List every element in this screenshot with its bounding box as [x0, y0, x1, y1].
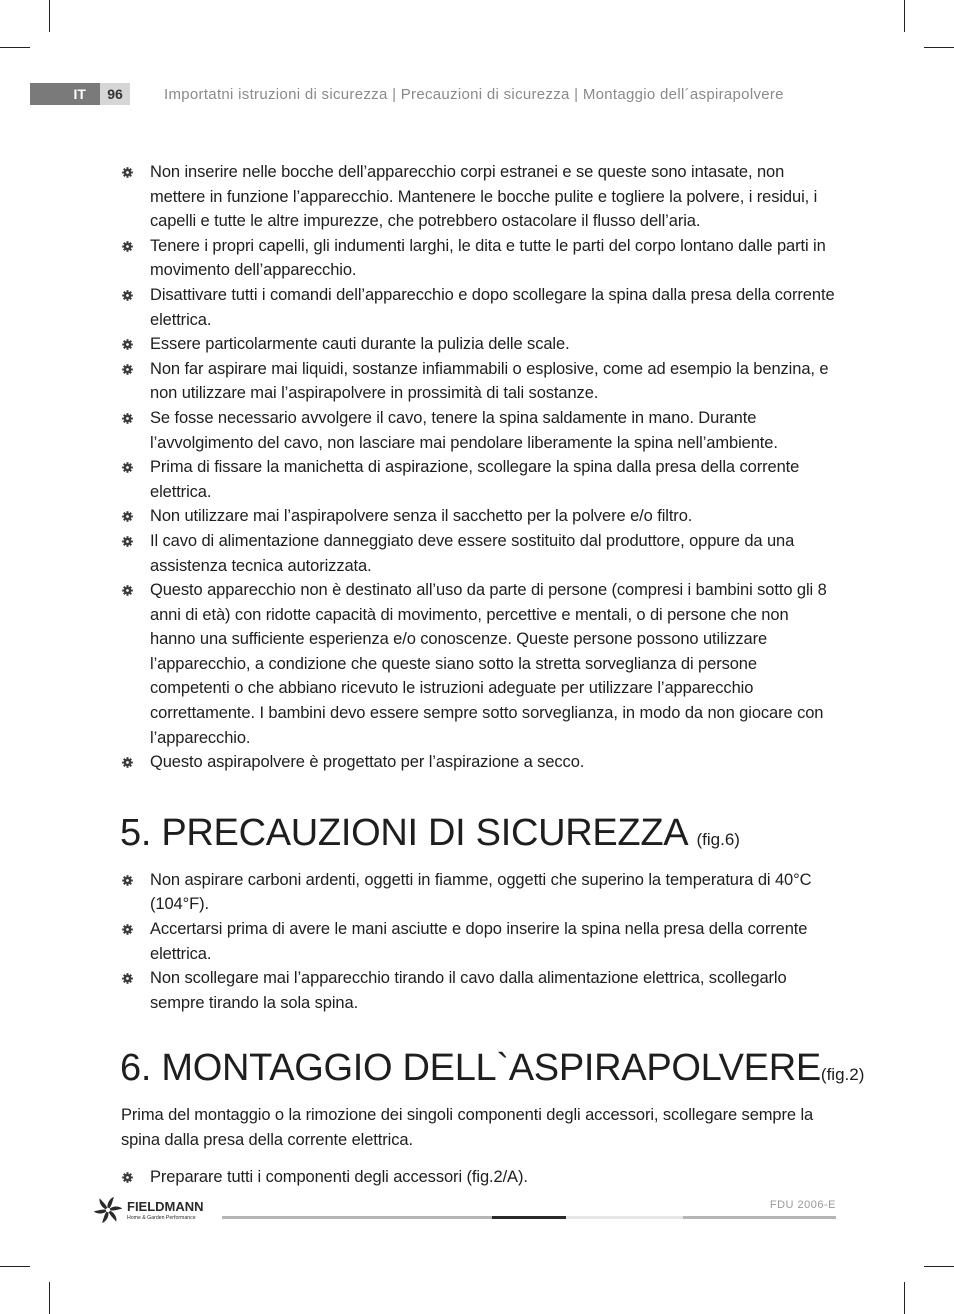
header-breadcrumb: Importatni istruzioni di sicurezza | Precauzioni di sicurezza | Montaggio dell´aspirapolvere: [164, 86, 784, 103]
list-item-text: Questo aspirapolvere è progettato per l’aspirazione a secco.: [150, 753, 585, 772]
safety-instructions-list: [121, 160, 835, 775]
gear-bullet-icon: [122, 585, 133, 596]
list-item: [121, 332, 835, 357]
list-item-text: Non inserire nelle bocche dell’apparecchio corpi estranei e se queste sono intasate, non mettere in funzione l’apparecchio. Mantenere le bocche pulite e togliere la polvere, i residui, i capelli e tutte le altre impurezze, che potrebbero ostacolare il flusso dell’aria.: [150, 163, 818, 231]
crop-mark: [924, 47, 954, 48]
gear-bullet-icon: [122, 536, 133, 547]
crop-mark: [0, 1266, 30, 1267]
brand-tagline: Home & Garden Performance: [127, 1215, 196, 1221]
gear-bullet-icon: [122, 241, 133, 252]
list-item-text: Essere particolarmente cauti durante la pulizia delle scale.: [150, 335, 570, 354]
gear-bullet-icon: [122, 1172, 133, 1183]
list-item: [121, 1165, 835, 1190]
crop-mark: [49, 0, 50, 32]
fieldmann-fan-logo-icon: [94, 1195, 224, 1225]
gear-bullet-icon: [122, 511, 133, 522]
section-6-intro: Prima del montaggio o la rimozione dei singoli componenti degli accessori, scollegare sempre la spina dalla presa della corrente elettrica.: [121, 1106, 814, 1149]
list-item-text: Se fosse necessario avvolgere il cavo, tenere la spina saldamente in mano. Durante l’avvolgimento del cavo, non lasciare mai pendolare liberamente la spina nell’ambiente.: [150, 408, 778, 452]
section-5-fig-ref: (fig.6): [696, 829, 740, 849]
fieldmann-logo: [94, 1195, 224, 1225]
section-5-heading: [120, 811, 835, 862]
footer-rule: [492, 1216, 566, 1219]
list-item: [121, 406, 835, 455]
list-item-text: Preparare tutti i componenti degli accessori (fig.2/A).: [150, 1167, 528, 1186]
list-item: [121, 455, 835, 504]
section-5-title: 5. PRECAUZIONI DI SICUREZZA: [120, 811, 687, 854]
list-item: [121, 504, 835, 529]
section-6-heading: [120, 1046, 865, 1097]
list-item-text: Tenere i propri capelli, gli indumenti larghi, le dita e tutte le parti del corpo lontano dalle parti in movimento dell’apparecchio.: [150, 236, 826, 280]
gear-bullet-icon: [122, 339, 133, 350]
list-item-text: Prima di fissare la manichetta di aspirazione, scollegare la spina dalla presa della corrente elettrica.: [150, 458, 800, 501]
list-item: [121, 868, 835, 917]
list-item: [121, 529, 835, 578]
list-item: [121, 283, 835, 332]
footer-rule: [222, 1216, 492, 1219]
list-item: [121, 234, 835, 283]
gear-bullet-icon: [122, 167, 133, 178]
gear-bullet-icon: [122, 875, 133, 886]
language-badge: IT: [30, 83, 100, 105]
gear-bullet-icon: [122, 290, 133, 301]
brand-name: FIELDMANN: [127, 1199, 204, 1214]
list-item: [121, 357, 835, 406]
crop-mark: [904, 1282, 905, 1314]
crop-mark: [924, 1266, 954, 1267]
footer-rule: [683, 1216, 836, 1219]
gear-bullet-icon: [122, 364, 133, 375]
list-item-text: Disattivare tutti i comandi dell’apparecchio e dopo scollegare la spina dalla presa della corrente elettrica.: [150, 285, 835, 329]
list-item: [121, 578, 835, 750]
list-item-text: Non far aspirare mai liquidi, sostanze infiammabili o esplosive, come ad esempio la benzina, e non utilizzare mai l’aspirapolvere in prossimità di tali sostanze.: [150, 359, 829, 403]
model-number: FDU 2006-E: [769, 1199, 836, 1211]
list-item: [121, 966, 835, 1015]
footer-rule: [566, 1216, 683, 1219]
list-item: [121, 917, 835, 966]
section-6-fig-ref: (fig.2): [820, 1065, 865, 1085]
gear-bullet-icon: [122, 462, 133, 473]
gear-bullet-icon: [122, 973, 133, 984]
list-item-text: Non aspirare carboni ardenti, oggetti in fiamme, oggetti che superino la temperatura di 40°C (104°F).: [150, 870, 812, 914]
gear-bullet-icon: [122, 757, 133, 768]
list-item-text: Il cavo di alimentazione danneggiato deve essere sostituito dal produttore, oppure da una assistenza tecnica autorizzata.: [150, 531, 795, 575]
list-item-text: Accertarsi prima di avere le mani asciutte e dopo inserire la spina nella presa della corrente elettrica.: [150, 920, 808, 963]
crop-mark: [0, 47, 30, 48]
gear-bullet-icon: [122, 924, 133, 935]
list-item: [121, 160, 835, 234]
section-6-list: [121, 1165, 835, 1190]
list-item-text: Non utilizzare mai l’aspirapolvere senza il sacchetto per la polvere e/o filtro.: [150, 507, 693, 526]
page-content: [120, 160, 865, 1189]
list-item-text: Non scollegare mai l’apparecchio tirando il cavo dalla alimentazione elettrica, scollegarlo sempre tirando la sola spina.: [150, 969, 787, 1012]
crop-mark: [904, 0, 905, 32]
list-item-text: Questo apparecchio non è destinato all’uso da parte di persone (compresi i bambini sotto gli 8 anni di età) con ridotte capacità di movimento, percettive e mentali, o di persone che non hanno una sufficiente esperienza e/o conoscenze. Queste persone possono utilizzare l’apparecchio, a condizione che queste siano sotto la stretta sorveglianza di persone competenti o che abbiano ricevuto le istruzioni adeguate per utilizzare l’apparecchio correttamente. I bambini devo essere sempre sotto sorveglianza, in modo da non giocare con l’apparecchio.: [150, 581, 827, 747]
section-5-list: [121, 868, 835, 1016]
gear-bullet-icon: [122, 413, 133, 424]
list-item: [121, 750, 835, 775]
page-number: 96: [100, 83, 130, 105]
crop-mark: [49, 1282, 50, 1314]
section-6-title: 6. MONTAGGIO DELL`ASPIRAPOLVERE: [120, 1047, 821, 1090]
